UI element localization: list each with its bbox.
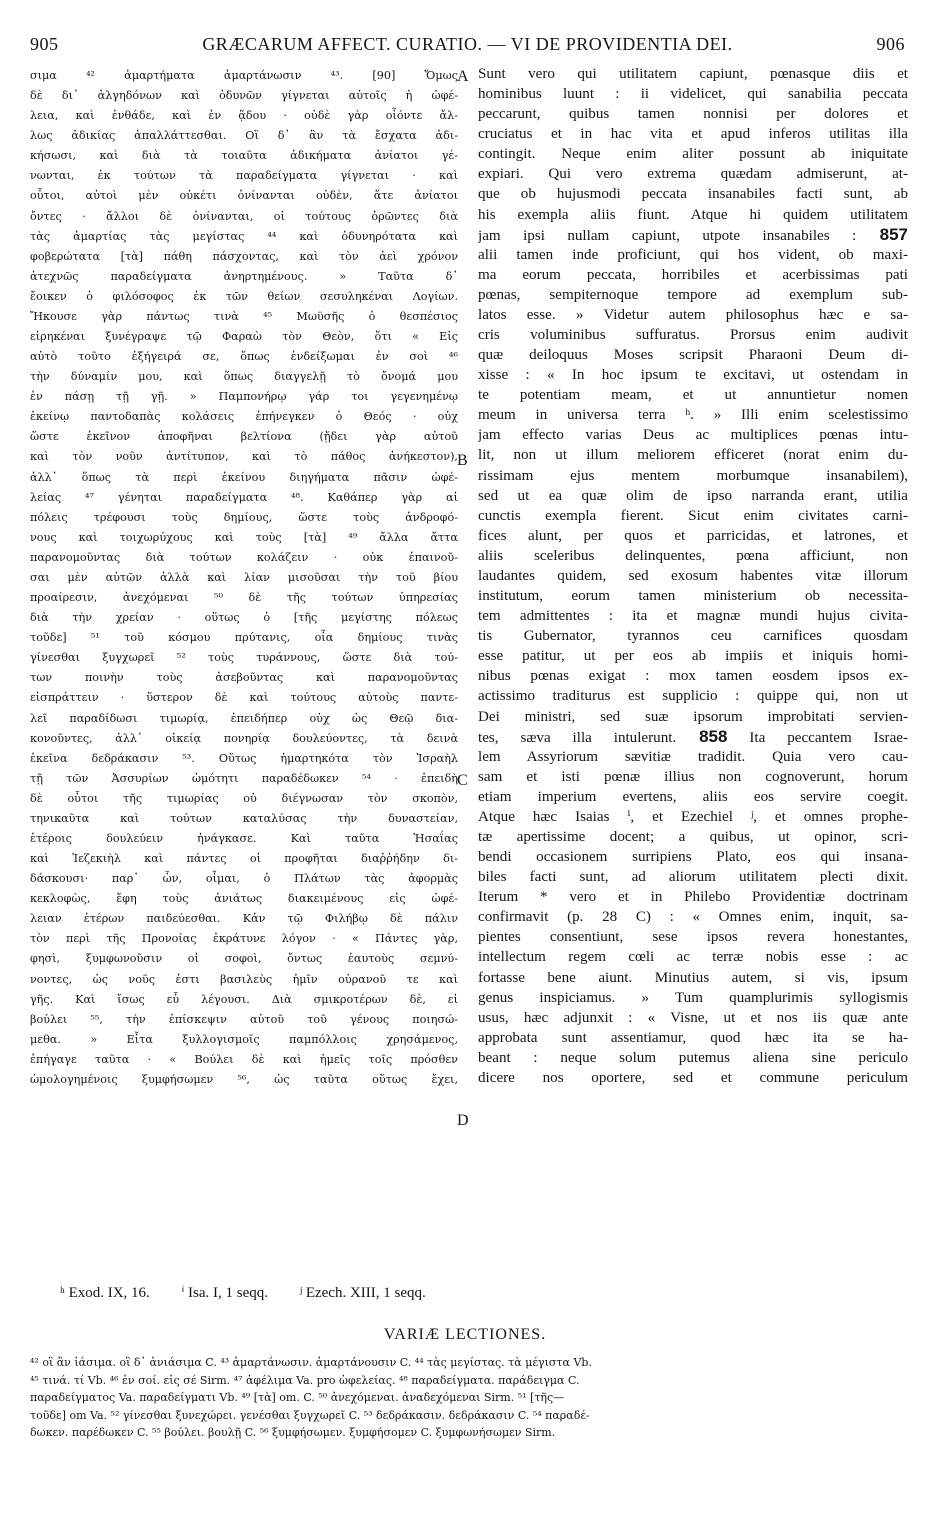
greek-text-column [30, 66, 458, 1090]
footnote-i: ⁱ Isa. I, 1 seqq. [181, 1285, 268, 1301]
latin-text-line: usus, hæc adjunxit : « Visne, ut et nos iis quæ ante [478, 1009, 908, 1026]
greek-text-line: νοντες, ὡς νοῦς ἐστι βασιλεὺς ἡμῖν οὐρανοῦ τε καὶ [30, 972, 458, 986]
greek-text-line: γίνεσθαι ξυγχωρεῖ ⁵² τοὺς τυράννους, ὥστε διὰ τού- [30, 651, 458, 665]
latin-text-line: genus inspiciamus. » Tum quamplurimis syllogismis [478, 989, 908, 1006]
latin-text-line: contingit. Neque enim aliter possunt ab iniquitate [478, 146, 908, 163]
greek-text-line: ὡμολογημένοις ξυμφήσωμεν ⁵⁶, ὡς ταῦτα οὕτως ἔχει, [30, 1072, 458, 1086]
greek-text-line: τὰς ἁμαρτίας τὰς μεγίστας ⁴⁴ καὶ ὀδυνηρότατα καὶ [30, 229, 458, 243]
greek-text-line: εἰρηκέναι ξυνέγραψε τῷ Φαραὼ τὸν Θεὸν, ὅτι « Εἰς [30, 330, 458, 344]
greek-text-line: κήσωσι, καὶ διὰ τὰ τοιαῦτα ἀδικήματα ἀνίατοι γέ- [30, 149, 458, 163]
margin-mark-a: A [457, 68, 469, 85]
greek-text-line: ἀλλ᾽ ὅπως τὰ περὶ ἐκείνου διηγήματα πᾶσιν ὠφέ- [30, 470, 458, 484]
column-number: 858 [676, 726, 728, 746]
greek-text-line: οὗτοι, αὐτοὶ μὲν οὐκέτι ὀνίνανται οὐδὲν, ἅτε ἀνίατοι [30, 189, 458, 203]
greek-text-line: προαίρεσιν, ἀνεχόμεναι ⁵⁰ δὲ τῆς τούτων ὑπηρεσίας [30, 591, 458, 605]
greek-text-line: κονοῦντες, ἀλλ᾽ οἰκείᾳ πονηρίᾳ δουλεύοντες, τὰ δεινὰ [30, 731, 458, 745]
variae-lectiones-title: VARIÆ LECTIONES. [383, 1326, 547, 1343]
latin-text-line: tem admittentes : ita et magnæ mundi hujus civita- [478, 608, 908, 625]
greek-text-line: τοῦδε] ⁵¹ τοῦ κόσμου πρύτανις, οἷα δημίους τινὰς [30, 631, 458, 645]
greek-text-line: ἔοικεν ὁ φιλόσοφος ἐκ τῶν θείων σεσυληκέναι Λογίων. [30, 289, 458, 303]
margin-mark-c: C [457, 772, 468, 789]
latin-text-line: fices alunt, per quos et parricidas, et latrones, et [478, 527, 908, 544]
page-number-right: 906 [876, 34, 905, 54]
greek-text-line: νους καὶ τοιχωρύχους καὶ τοὺς [τὰ] ⁴⁹ ἄλλα ἄττα [30, 530, 458, 544]
greek-text-line: ἀτεχνῶς παραδείγματα ἀνηρτημένους. » Ταῦτα δ᾽ [30, 269, 458, 283]
greek-text-line: τὸν περὶ τῆς Προνοίας ἐκράτυνε λόγον · « Πάντες γὰρ, [30, 932, 458, 946]
greek-text-line: ἑτέροις δουλεύειν ἠνάγκασε. Καὶ ταῦτα Ἠσαΐας [30, 831, 458, 845]
variae-line: ⁴² οἳ ἂν ἰάσιμα. οἳ δ᾽ ἀνιάσιμα C. ⁴³ ἁμαρτάνωσιν. ἁμαρτάνουσιν C. ⁴⁴ τὰς μεγίστας. τὰ μέγιστα Vb. [30, 1356, 592, 1369]
greek-text-line: δὲ οὗτοι τῆς τιμωρίας οὐ διέγνωσαν τὸν σκοπὸν, [30, 791, 458, 805]
running-header [30, 34, 905, 58]
footnote-j: ʲ Ezech. XIII, 1 seqq. [299, 1285, 426, 1301]
latin-text-line: esse patitur, ut per eos ab impiis et iniquis homi- [478, 648, 908, 665]
latin-text-line: que ob hujusmodi peccata insanabiles facti sunt, ab [478, 186, 908, 203]
latin-text-line: institutum, eorum tamen ministerium ob necessita- [478, 588, 908, 605]
greek-text-line: σαι μὲν αὐτῶν ἀλλὰ καὶ λίαν μισοῦσαι τὴν τοῦ βίου [30, 570, 458, 584]
latin-text-line: cunctis exempla fierent. Sicut enim civitates carni- [478, 507, 908, 524]
greek-text-line: λεῖ παραδίδωσι τιμωρίᾳ, ἐπειδήπερ οὐχ ὡς Θεῷ δια- [30, 711, 458, 725]
latin-text-line: jam ipsi nullam capiunt, utpote insanabiles : 857 [478, 224, 908, 244]
latin-text-line: beant : neque solum putemus aliena sine periculo [478, 1049, 908, 1066]
latin-text-line: xisse : « In hoc ipsum te excitavi, ut ostendam in [478, 367, 908, 384]
greek-text-line: διὰ τὴν χρείαν · οὕτως ὁ [τῆς μεγίστης πόλεως [30, 611, 458, 625]
variae-line: τοῦδε] om Va. ⁵² γίνεσθαι ξυνεχώρει. γενέσθαι ξυγχωρεῖ C. ⁵³ δεδράκασιν. δεδράκασιν C. ⁵⁴ παραδέ- [30, 1408, 590, 1422]
latin-text-line: cruciatus et in hac vita et apud inferos utilitas illa [478, 126, 908, 143]
variae-line: ⁴⁵ τινά. τί Vb. ⁴⁶ ἐν σοί. εἰς σέ Sirm. ⁴⁷ ἀφέλιμα Va. pro ὠφελείας. ⁴⁸ παραδείγματα. παράδειγμα C. [30, 1373, 580, 1387]
latin-text-line: ma eorum peccata, horribiles et acerbissimas pati [478, 266, 908, 283]
latin-text-line: tes, sæva illa intulerunt. 858 Ita peccantem Israe- [478, 726, 908, 746]
margin-mark-d: D [457, 1112, 469, 1129]
latin-text-line: sed ut ea quæ olim de ipso narranda erant, utilia [478, 487, 908, 504]
latin-text-line: latos esse. » Videtur autem philosophus hæc e sa- [478, 306, 908, 323]
latin-text-line: rissimam ejus mentem morbumque insanabilem), [478, 467, 908, 484]
latin-text-line: peccarunt, quibus tamen nonnisi per dolores et [478, 106, 908, 123]
page-number-left: 905 [30, 34, 59, 54]
greek-text-line: ἐκεῖνα δεδράκασιν ⁵³. Οὕτως ἡμαρτηκότα τὸν Ἰσραὴλ [30, 751, 458, 765]
greek-text-line: παρανομοῦντας διὰ τούτων κολάζειν · οὐκ ἐπαινοῦ- [30, 550, 458, 564]
greek-text-line: ὥστε ἐκεῖνον ἀποφῆναι βελτίονα (ᾔδει γὰρ αὐτοῦ [30, 430, 458, 444]
latin-text-line: hominibus luunt : ii videlicet, qui sanabilia peccata [478, 86, 908, 103]
latin-text-line: dicere nos oportere, sed et commune periculum [478, 1069, 908, 1086]
greek-text-line: σιμα ⁴² ἁμαρτήματα ἁμαρτάνωσιν ⁴³. [90] Ὅμως [30, 69, 458, 82]
greek-text-line: ἐπήγαγε ταῦτα · « Βούλει δὲ καὶ ἡμεῖς τοῖς πρόσθεν [30, 1052, 458, 1066]
latin-text-line: his exempla aliis fiunt. Atque hi quidem utilitatem [478, 206, 908, 223]
latin-text-line: Dei ministri, sed suæ ipsorum improbitati servien- [478, 708, 908, 725]
greek-text-line: νωνται, ἐκ τούτων τὰ παραδείγματα γίγνεται · καὶ [30, 169, 458, 183]
greek-text-line: καὶ τὸν νοῦν ἀντίτυπον, καὶ τὸ πάθος ἀνήκεστον), [30, 450, 458, 464]
variae-line: παραδείγματος Va. παραδείγματι Vb. ⁴⁹ [τὰ] om. C. ⁵⁰ ἀνεχόμεναι. ἀναδεχόμεναι Sirm. ⁵¹ [τῆς— [30, 1391, 565, 1404]
latin-text-column [478, 64, 908, 1088]
running-title: GRÆCARUM AFFECT. CURATIO. — VI DE PROVIDENTIA DEI. [202, 34, 733, 54]
footnotes [60, 1283, 920, 1302]
greek-text-line: λως ἀδικίας ἀπαλλάττεσθαι. Οἳ δ᾽ ἂν τὰ ἔσχατα ἀδι- [30, 129, 458, 143]
greek-text-line: καὶ Ἰεζεκιὴλ καὶ πάντες οἱ προφῆται διαῤῥήδην δι- [30, 852, 458, 866]
latin-text-line: aliis sceleribus delinquentes, pœna afficiunt, non [478, 547, 908, 564]
latin-text-line: pientes consentiunt, sese ipsos revera honestantes, [478, 929, 908, 946]
latin-text-line: sam et isti pœnæ illius non cognoverunt, horum [478, 768, 908, 785]
greek-text-line: γῆς. Καὶ ἴσως εὖ λέγουσι. Διὰ σμικροτέρων δὲ, εἰ [30, 992, 458, 1006]
latin-text-line: expiari. Qui vero extrema quædam admiserunt, at- [478, 166, 908, 183]
greek-text-line: τηνικαῦτα καὶ τούτων καταλύσας τὴν δυναστείαν, [30, 811, 458, 825]
column-number: 857 [856, 224, 908, 244]
greek-text-line: κεκλοφὼς, ἔφη τοὺς ἀνιάτως διακειμένους εἰς ὠφέ- [30, 892, 458, 906]
greek-text-line: εἰσπράττειν · ὕστερον δὲ καὶ τούτους αὐτοὺς παντε- [30, 691, 458, 705]
latin-text-line: intellectum regem cœli ac terræ nobis esse : ac [478, 949, 908, 966]
latin-text-line: etiam imperium evertens, aliis eos servire coegit. [478, 788, 908, 805]
greek-text-line: ἐν πάσῃ τῇ γῇ. » Παμπονήρῳ γάρ τοι γεγενημένῳ [30, 390, 458, 404]
greek-text-line: λειαν ἑτέρων παιδεύεσθαι. Κἀν τῷ Φιλήβῳ δὲ πάλιν [30, 912, 458, 926]
greek-text-line: ὄντες · ἄλλοι δὲ ὀνίνανται, οἱ τούτους ὁρῶντες διὰ [30, 209, 458, 223]
latin-text-line: nibus pœnas exigat : mox tamen eosdem ipsos ex- [478, 668, 908, 685]
greek-text-line: των ποινὴν τοὺς ἀσεβοῦντας καὶ παρανομοῦντας [30, 671, 458, 685]
latin-text-line: Sunt vero qui utilitatem capiunt, pœnasque diis et [478, 66, 908, 82]
latin-text-line: confirmavit (p. 28 C) : « Omnes enim, inquit, sa- [478, 909, 908, 926]
variae-line: δωκεν. παρέδωκεν C. ⁵⁵ βούλει. βουλῇ C. ⁵⁶ ξυμφήσωμεν. ξυμφήσομεν C. ξυμφωνήσωμεν Sirm. [30, 1426, 556, 1439]
latin-text-line: laudantes quidem, sed exosum habentes vitæ illorum [478, 567, 908, 584]
latin-text-line: cris voluminibus suffuratus. Prorsus enim audivit [478, 327, 908, 344]
latin-text-line: actissimo traditurus est supplicio : quippe qui, non ut [478, 688, 908, 705]
latin-text-line: lem Assyriorum sævitiæ tradidit. Quia vero cau- [478, 748, 908, 765]
latin-text-line: tæ apertissime docent; a quibus, ut opinor, scri- [478, 828, 908, 845]
latin-text-continuation: Ita peccantem Israe- [727, 729, 908, 746]
greek-text-line: φησὶ, ξυμφωνοῦσιν οἱ σοφοὶ, ὄντως ἑαυτοὺς σεμνύ- [30, 952, 458, 966]
greek-text-line: πόλεις τρέφουσι τοὺς δημίους, ὥστε τοὺς ἀνδροφό- [30, 510, 458, 524]
latin-text-line: meum in universa terra ʰ. » Illi enim scelestissimo [478, 407, 908, 424]
greek-text-line: τὴν δύναμίν μου, καὶ ὅπως διαγγελῇ τὸ ὄνομά μου [30, 370, 458, 384]
greek-text-line: λεια, καὶ ἐνθάδε, καὶ ἐν ᾅδου · οὐδὲ γὰρ οἷόντε ἄλ- [30, 109, 458, 123]
greek-text-line: ἐκείνῳ παντοδαπὰς κολάσεις ἐπήνεγκεν ὁ Θεός · οὐχ [30, 410, 458, 424]
latin-text-line: jam effecto varias Deus ac multiplices pœnas intu- [478, 427, 908, 444]
greek-text-line: δάσκουσι· παρ᾽ ὧν, οἶμαι, ὁ Πλάτων τὰς ἀφορμὰς [30, 872, 458, 886]
latin-text-line: te potentiam meam, et ut annuntietur nomen [478, 387, 908, 404]
latin-text-line: lit, non ut illum meliorem efficeret (norat enim du- [478, 447, 908, 464]
latin-text-line: biles facti sunt, ad aliorum utilitatem plecti dixit. [478, 869, 908, 886]
latin-text-line: pœnas, sempiternoque tempore ad exemplum sub- [478, 286, 908, 303]
greek-text-line: μεθα. » Εἶτα ξυλλογισμοῖς παμπόλλοις χρησάμενος, [30, 1032, 458, 1046]
latin-text-line: tis Gubernator, tyrannos ceu carnifices quosdam [478, 628, 908, 645]
latin-text-line: Atque hæc Isaias ⁱ, et Ezechiel ʲ, et omnes prophe- [478, 808, 908, 825]
latin-text-line: fortasse bene aiunt. Minutius autem, si vis, ipsum [478, 969, 908, 986]
margin-mark-b: B [457, 452, 468, 469]
footnote-h: ʰ Exod. IX, 16. [60, 1285, 150, 1301]
greek-text-line: αὐτὸ τοῦτο ἐξήγειρά σε, ὅπως ἐνδείξωμαι ἐν σοὶ ⁴⁶ [30, 350, 458, 364]
greek-text-line: λείας ⁴⁷ γένηται παραδείγματα ⁴⁸. Καθάπερ γὰρ αἱ [30, 490, 458, 504]
greek-text-line: βούλει ⁵⁵, τὴν ἐπίσκεψιν αὐτοῦ τοῦ γένους ποιησώ- [30, 1012, 458, 1026]
latin-text-line: approbata sunt assentiamur, quod hæc ita se ha- [478, 1029, 908, 1046]
greek-text-line: φοβερώτατα [τὰ] πάθη πάσχοντας, καὶ τὸν ἀεὶ χρόνον [30, 249, 458, 263]
latin-text-line: Iterum * vero et in Philebo Providentiæ doctrinam [478, 889, 908, 906]
greek-text-line: δὲ δι᾽ ἀλγηδόνων καὶ ὀδυνῶν γίγνεται αὐτοῖς ἡ ὠφέ- [30, 89, 458, 103]
greek-text-line: Ἤκουσε γὰρ πάντως τινὰ ⁴⁵ Μωϋσῆς ὁ θεσπέσιος [30, 309, 458, 323]
greek-text-line: τῇ τῶν Ἀσσυρίων ὠμότητι παραδέδωκεν ⁵⁴ · ἐπειδὴ [30, 771, 458, 785]
latin-text-line: bendi occasionem surripiens Plato, eos qui insana- [478, 849, 908, 866]
latin-text-line: quæ deiloquus Moses scripsit Pharaoni Deum di- [478, 347, 908, 364]
latin-text-line: alii tamen inde proficiunt, qui hos vident, ob maxi- [478, 246, 908, 263]
variae-lectiones [30, 1354, 910, 1442]
